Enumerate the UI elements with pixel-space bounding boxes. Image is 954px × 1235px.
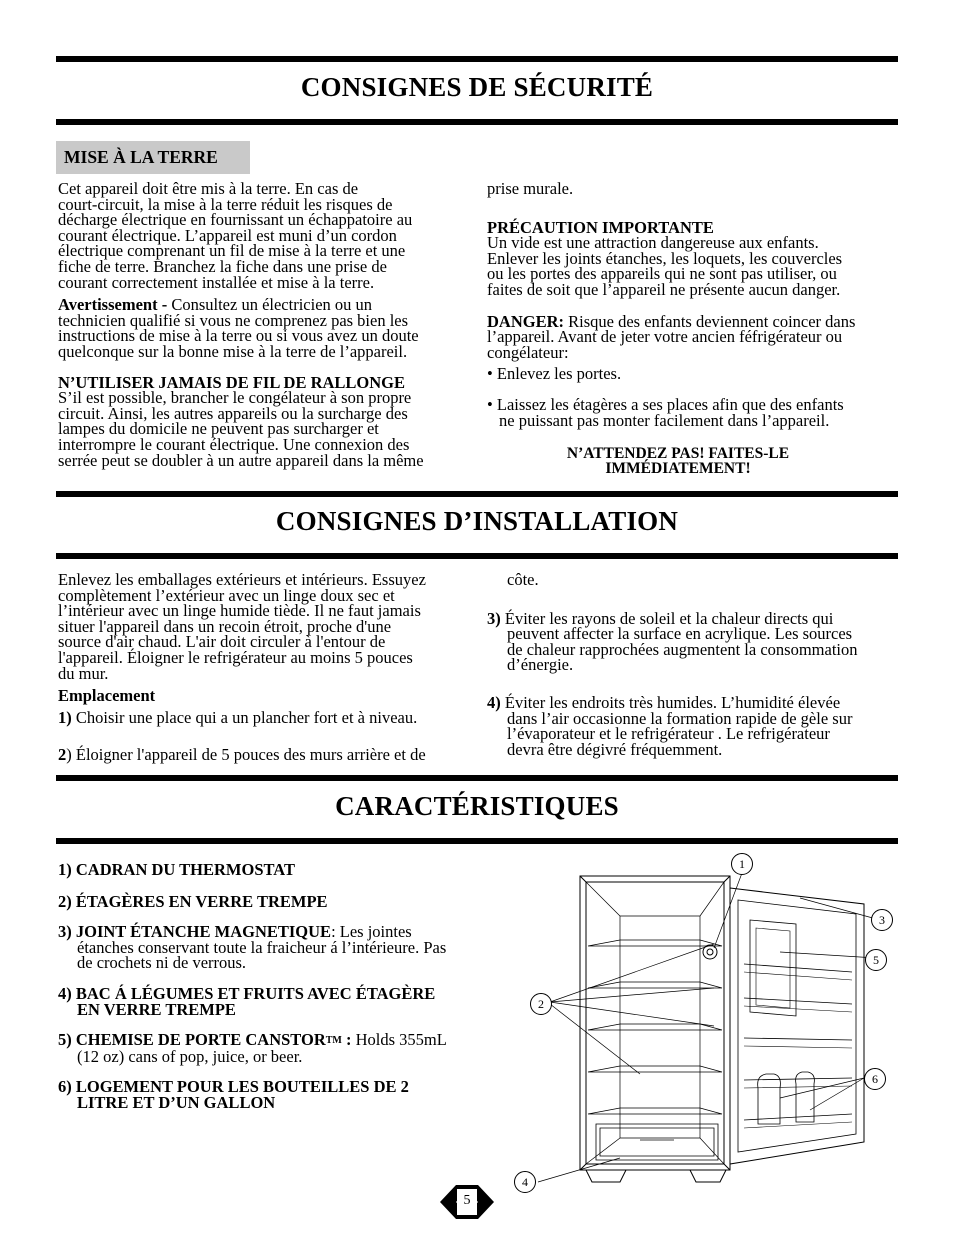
- callout-5: 5: [865, 949, 887, 971]
- feature-4: 4) BAC Á LÉGUMES ET FRUITS AVEC ÉTAGÈRE EN VERRE TREMPE: [58, 983, 436, 1019]
- warning-label: Avertissement -: [58, 295, 168, 315]
- feature-3: 3) JOINT ÉTANCHE MAGNETIQUE: Les jointes étanches conservant toute la fraicheur á l’intérieure. Pas de crochets ni de verrous.: [58, 922, 447, 973]
- cabinet-outline: [580, 876, 730, 1182]
- placement-item-2: 2) Éloigner l'appareil de 5 pouces des murs arrière et de: [58, 745, 426, 765]
- placement-item-1: 1) Choisir une place qui a un plancher fort et à niveau.: [58, 707, 418, 727]
- extension-heading: N’UTILISER JAMAIS DE FIL DE RALLONGE: [58, 372, 406, 392]
- feature-6: 6) LOGEMENT POUR LES BOUTEILLES DE 2 LITRE ET D’UN GALLON: [58, 1077, 409, 1112]
- callout-2: 2: [530, 993, 552, 1015]
- safety-title-rule: [56, 119, 898, 125]
- closing-warning: N’ATTENDEZ PAS! FAITES-LE IMMÉDIATEMENT!: [566, 445, 790, 478]
- extension-paragraph: N’UTILISER JAMAIS DE FIL DE RALLONGE S’il est possible, brancher le congélateur à son propre circuit. Ainsi, les autres appareils ou la surcharge des lampes du domicile ne peuvent pas surcharger et interrompre le courant électrique. Une connexion des serrée peut se doubler à un autre appareil dans la même: [58, 372, 424, 470]
- features-title-rule: [56, 838, 898, 844]
- callout-leaders: [538, 873, 880, 1182]
- placement-item-3: 3) Éviter les rayons de soleil et la chaleur directs qui peuvent affecter la surface en acrylique. Les sources de chaleur rapprochées augmentent la consommation d’énergie.: [487, 608, 858, 675]
- feature-5: 5) CHEMISE DE PORTE CANSTORTM : Holds 355mL (12 oz) cans of pop, juice, or beer.: [58, 1030, 447, 1066]
- refrigerator-diagram: [500, 848, 910, 1220]
- callout-4: 4: [514, 1171, 536, 1193]
- refrigerator-door: [730, 888, 864, 1164]
- page-number: 5: [463, 1193, 471, 1208]
- important-paragraph: PRÉCAUTION IMPORTANTE Un vide est une attraction dangereuse aux enfants. Enlever les joints étanches, les loquets, les couvercles ou les portes des appareils qui ne sont pas utiliser, ou faites de soit que l’appareil ne présente aucun danger.: [487, 217, 843, 299]
- safety-left-column: [58, 181, 478, 468]
- callout-3: 3: [871, 909, 893, 931]
- grounding-continuation: prise murale.: [487, 179, 574, 198]
- grounding-paragraph: Cet appareil doit être mis à la terre. En cas de court-circuit, la mise à la terre réduit les risques de décharge électrique en fournissant un échappatoire au courant électrique. L’appareil est muni d’un cordon électrique comprenant un fil de mise à la terre et une fiche de terre. Branchez la fiche dans une prise de courant correctement installée et mise à la terre.: [58, 179, 413, 292]
- features-top-rule: [56, 775, 898, 781]
- installation-intro: Enlevez les emballages extérieurs et intérieurs. Essuyez complètement l’extérieur avec un linge doux sec et l’intérieur avec un linge humide tiède. Il ne faut jamais situer l'appareil dans un recoin étroit, proche d'une source d'air chaud. L'air doit circuler à l'entour de l'appareil. Éloigner le refrigérateur au moins 5 pouces du mur.: [58, 570, 426, 683]
- installation-title-rule: [56, 553, 898, 559]
- installation-title: CONSIGNES D’INSTALLATION: [275, 506, 679, 536]
- grounding-label: MISE À LA TERRE: [64, 147, 218, 167]
- danger-paragraph: DANGER: Risque des enfants deviennent coincer dans l’appareil. Avant de jeter votre ancien féfrigérateur ou congélateur:: [487, 311, 856, 362]
- installation-left-column: [58, 572, 478, 763]
- bullet-shelves: • Laissez les étagères a ses places afin que des enfants ne puissant pas monter facilement dans l’appareil.: [487, 394, 844, 430]
- callout-1: 1: [731, 853, 753, 875]
- danger-label: DANGER:: [487, 311, 564, 331]
- feature-1: 1) CADRAN DU THERMOSTAT: [58, 860, 295, 879]
- feature-2: 2) ÉTAGÈRES EN VERRE TREMPE: [58, 891, 328, 911]
- features-title: CARACTÉRISTIQUES: [335, 791, 619, 821]
- glass-shelves: [588, 940, 722, 1114]
- placement-heading: Emplacement: [58, 686, 156, 706]
- feature-list: [58, 862, 508, 1111]
- warning-paragraph: Avertissement - Consultez un électricien ou un technicien qualifié si vous ne comprenez pas bien les instructions de mise à la terre ou si vous avez un doute quelconque sur la bonne mise à la terre de l’appareil.: [58, 295, 419, 361]
- safety-right-column: [487, 181, 899, 476]
- callout-6: 6: [864, 1068, 886, 1090]
- top-rule: [56, 56, 898, 62]
- placement-item-2-continuation: côte.: [507, 570, 539, 589]
- grounding-label-box: [56, 141, 250, 174]
- safety-title: CONSIGNES DE SÉCURITÉ: [300, 72, 654, 102]
- important-heading: PRÉCAUTION IMPORTANTE: [487, 217, 714, 237]
- bullet-remove-doors: • Enlevez les portes.: [487, 364, 622, 384]
- installation-top-rule: [56, 491, 898, 497]
- installation-right-column: [487, 572, 899, 757]
- placement-item-4: 4) Éviter les endroits très humides. L’humidité élevée dans l’air occasionne la formation rapide de gèle sur l’évaporateur et le refrigérateur . Le refrigérateur devra être dégivré fréquemment.: [487, 692, 853, 759]
